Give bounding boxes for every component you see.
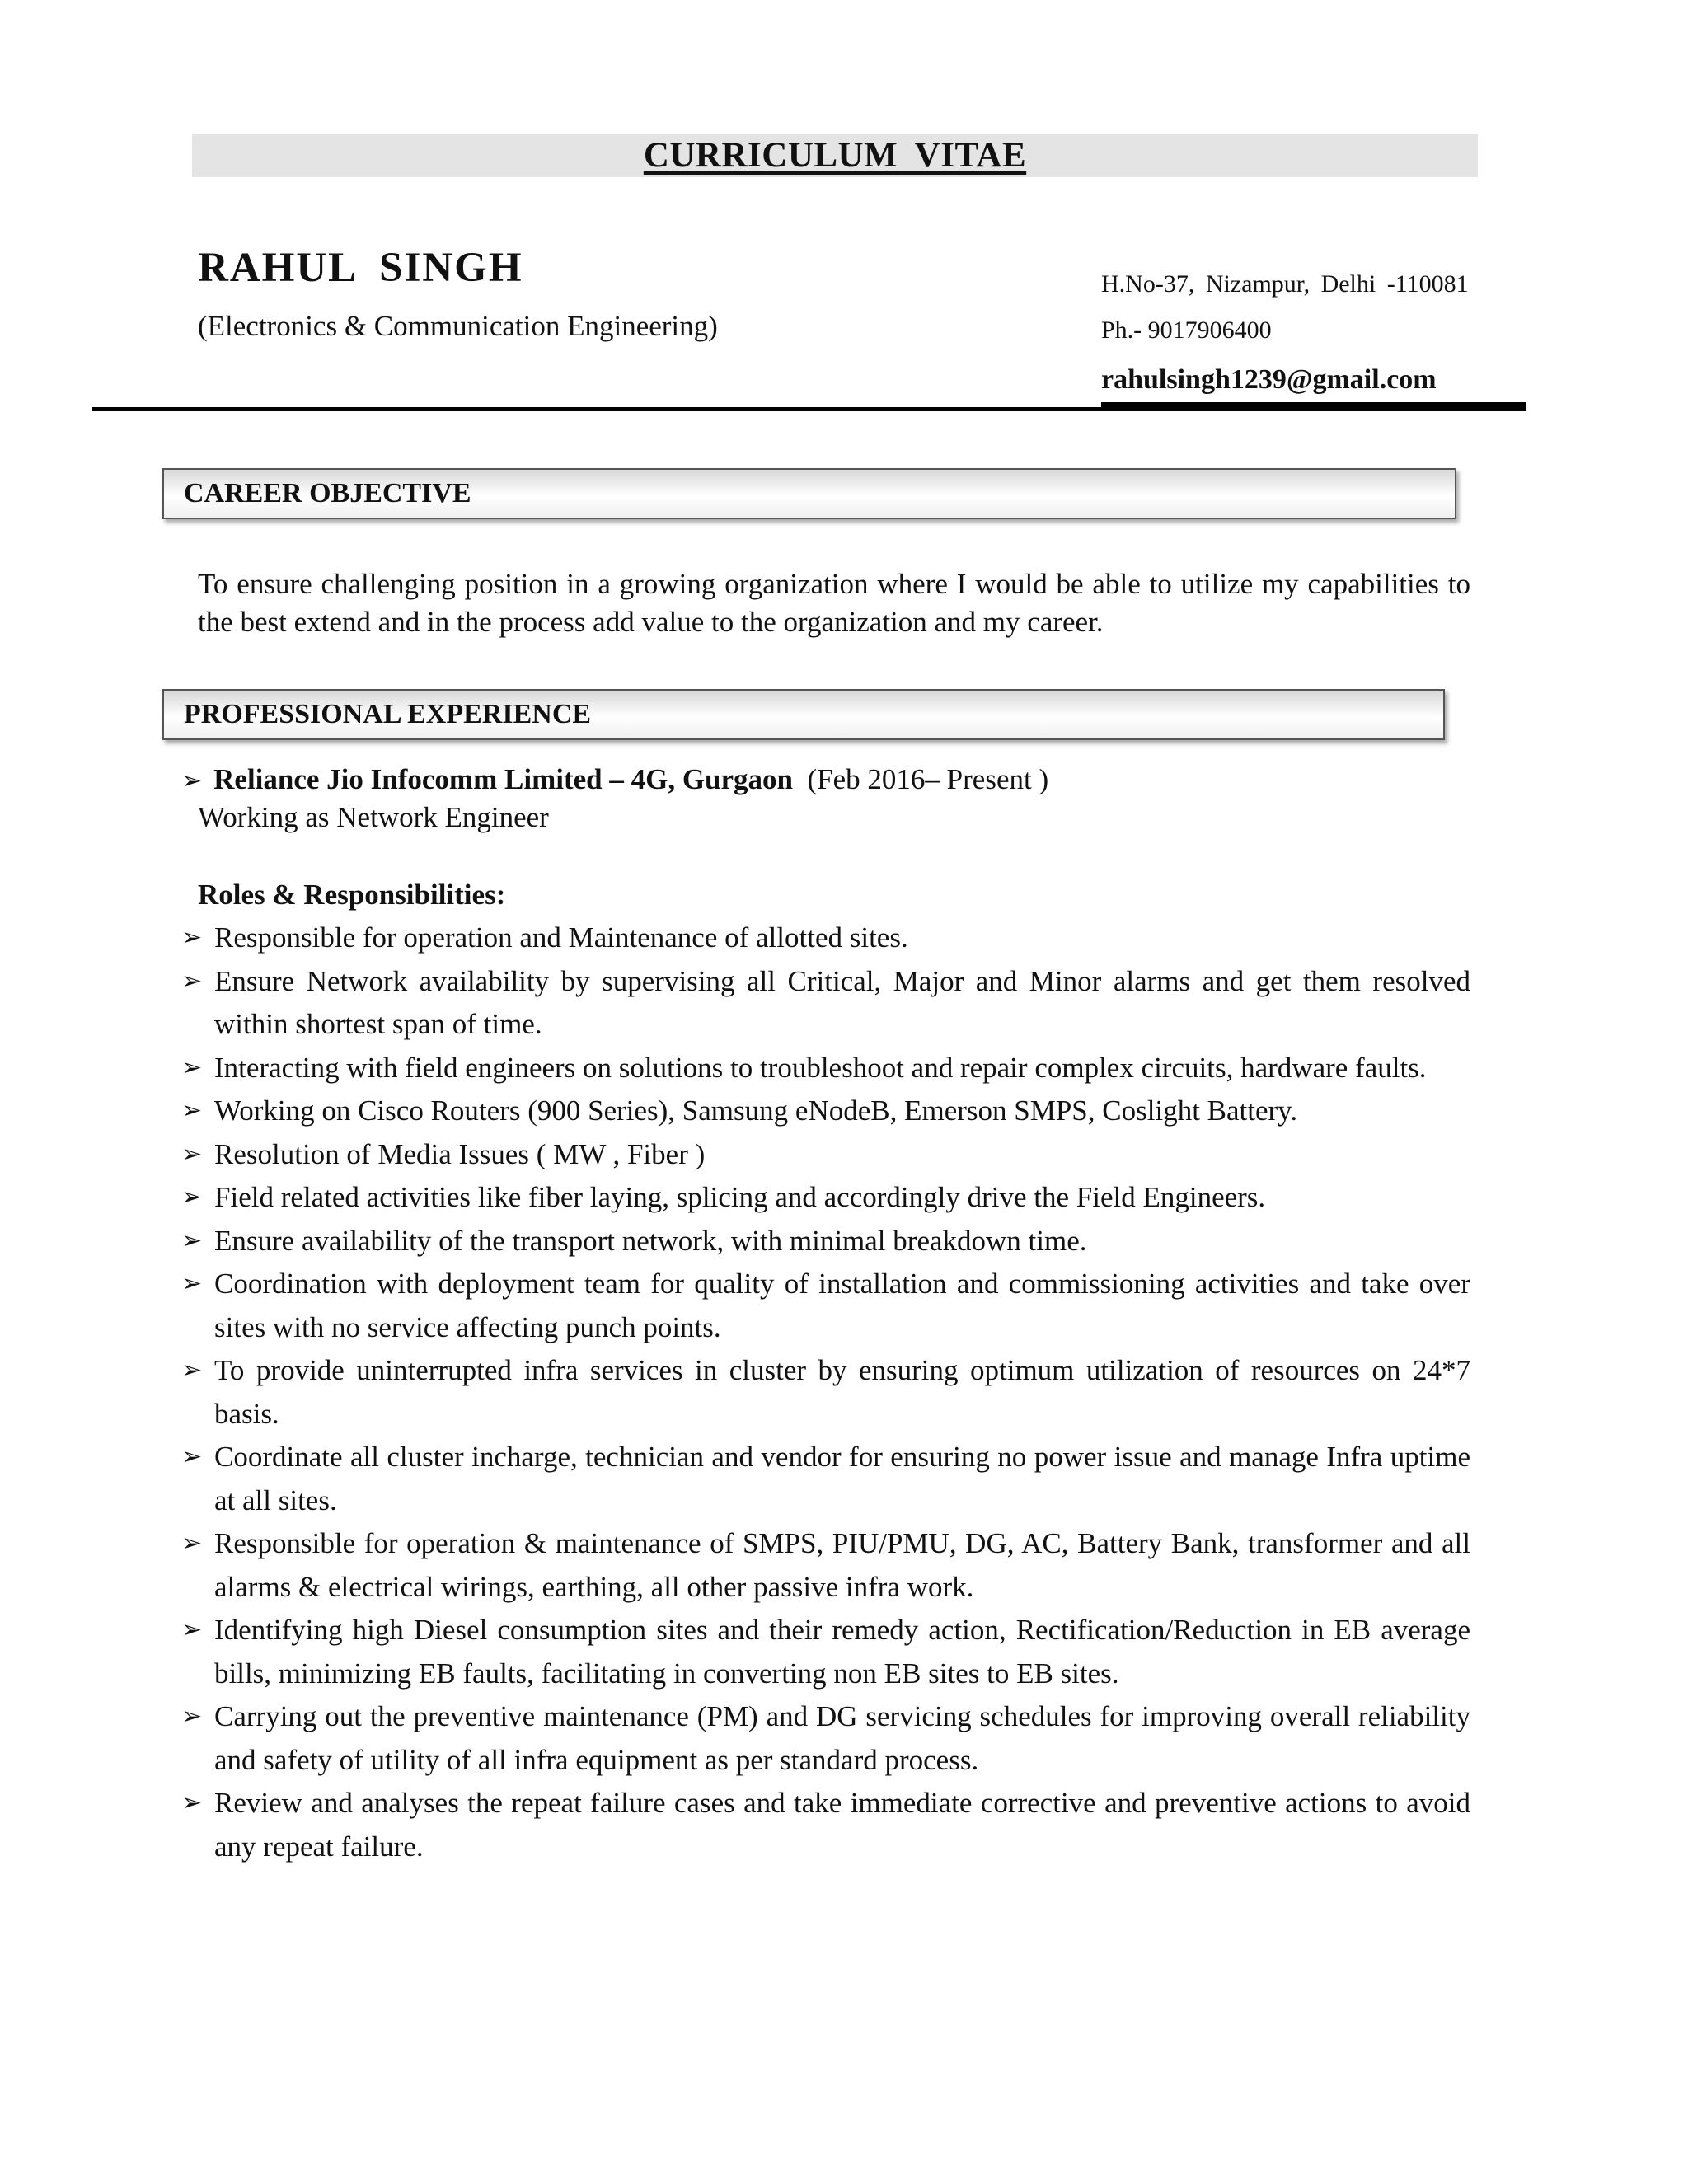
list-item [181, 1695, 1470, 1782]
header-divider-step [1101, 402, 1526, 407]
candidate-discipline: (Electronics & Communication Engineering) [198, 310, 718, 342]
contact-phone: Ph.- 9017906400 [1101, 316, 1272, 344]
arrow-bullet-icon: ➢ [181, 1357, 203, 1384]
responsibilities-list [181, 916, 1470, 1868]
section-heading-professional-experience [162, 689, 1445, 740]
contact-address: H.No-37, Nizampur, Delhi -110081 [1101, 270, 1469, 298]
responsibility-text: Interacting with field engineers on solutions to troubleshoot and repair complex circuits, hardware faults. [214, 1051, 1427, 1084]
responsibility-text: Identifying high Diesel consumption sites and their remedy action, Rectification/Reduction in EB average bills, minimizing EB faults, facilitating in converting non EB sites to EB sites. [214, 1614, 1470, 1690]
job-role: Working as Network Engineer [198, 801, 549, 833]
arrow-bullet-icon: ➢ [181, 1789, 203, 1816]
section-heading-label: PROFESSIONAL EXPERIENCE [184, 699, 592, 729]
candidate-name: RAHUL SINGH [198, 245, 523, 291]
job-entry [181, 763, 1048, 796]
list-item [181, 960, 1470, 1047]
list-item [181, 1263, 1470, 1349]
arrow-bullet-icon: ➢ [181, 1053, 203, 1081]
document-title: CURRICULUM VITAE [643, 136, 1027, 175]
responsibility-text: Working on Cisco Routers (900 Series), Samsung eNodeB, Emerson SMPS, Coslight Battery. [214, 1094, 1298, 1127]
list-item [181, 1436, 1470, 1522]
list-item [181, 1176, 1470, 1220]
responsibility-text: Carrying out the preventive maintenance (PM) and DG servicing schedules for improving overall reliability and safety of utility of all infra equipment as per standard process. [214, 1700, 1470, 1776]
contact-email: rahulsingh1239@gmail.com [1101, 364, 1437, 395]
section-heading-career-objective [162, 468, 1456, 519]
arrow-bullet-icon: ➢ [181, 1443, 203, 1470]
arrow-bullet-icon: ➢ [181, 1097, 203, 1124]
responsibility-text: Coordinate all cluster incharge, technician and vendor for ensuring no power issue and manage Infra uptime at all sites. [214, 1441, 1470, 1516]
responsibility-text: To provide uninterrupted infra services in cluster by ensuring optimum utilization of resources on 24*7 basis. [214, 1354, 1470, 1430]
responsibility-text: Resolution of Media Issues ( MW , Fiber ) [214, 1137, 706, 1170]
responsibility-text: Review and analyses the repeat failure cases and take immediate corrective and preventive actions to avoid any repeat failure. [214, 1787, 1470, 1863]
arrow-bullet-icon: ➢ [181, 924, 203, 951]
list-item [181, 1522, 1470, 1609]
career-objective-text: To ensure challenging position in a growing organization where I would be able to utilize my capabilities to the best extend and in the process add value to the organization and my career. [198, 568, 1470, 638]
list-item [181, 1782, 1470, 1868]
arrow-bullet-icon: ➢ [181, 1183, 203, 1211]
list-item [181, 1133, 1470, 1177]
list-item [181, 1220, 1470, 1263]
responsibility-text: Coordination with deployment team for quality of installation and commissioning activities and take over sites with no service affecting punch points. [214, 1268, 1470, 1343]
list-item [181, 1609, 1470, 1695]
arrow-bullet-icon: ➢ [181, 1616, 203, 1643]
list-item [181, 1349, 1470, 1436]
header-divider [92, 407, 1526, 411]
responsibility-text: Responsible for operation and Maintenance of allotted sites. [214, 921, 908, 954]
arrow-bullet-icon: ➢ [181, 1140, 203, 1168]
list-item [181, 1047, 1470, 1090]
list-item [181, 916, 1470, 960]
arrow-bullet-icon: ➢ [181, 967, 203, 995]
roles-heading: Roles & Responsibilities: [198, 879, 506, 911]
document-title-bar [192, 134, 1478, 177]
arrow-bullet-icon: ➢ [181, 1270, 203, 1297]
arrow-bullet-icon: ➢ [181, 767, 203, 794]
responsibility-text: Ensure Network availability by supervising all Critical, Major and Minor alarms and get them resolved within shortest span of time. [214, 964, 1470, 1040]
responsibility-text: Responsible for operation & maintenance of SMPS, PIU/PMU, DG, AC, Battery Bank, transformer and all alarms & electrical wirings, earthing, all other passive infra work. [214, 1527, 1470, 1603]
arrow-bullet-icon: ➢ [181, 1530, 203, 1557]
responsibility-text: Ensure availability of the transport network, with minimal breakdown time. [214, 1224, 1087, 1257]
contact-block [1101, 270, 1497, 396]
arrow-bullet-icon: ➢ [181, 1226, 203, 1254]
job-company: Reliance Jio Infocomm Limited – 4G, Gurgaon [213, 763, 794, 795]
responsibility-text: Field related activities like fiber laying, splicing and accordingly drive the Field Engineers. [214, 1181, 1266, 1213]
job-period: (Feb 2016– Present ) [807, 763, 1049, 795]
list-item [181, 1090, 1470, 1133]
arrow-bullet-icon: ➢ [181, 1703, 203, 1730]
section-heading-label: CAREER OBJECTIVE [184, 478, 471, 509]
